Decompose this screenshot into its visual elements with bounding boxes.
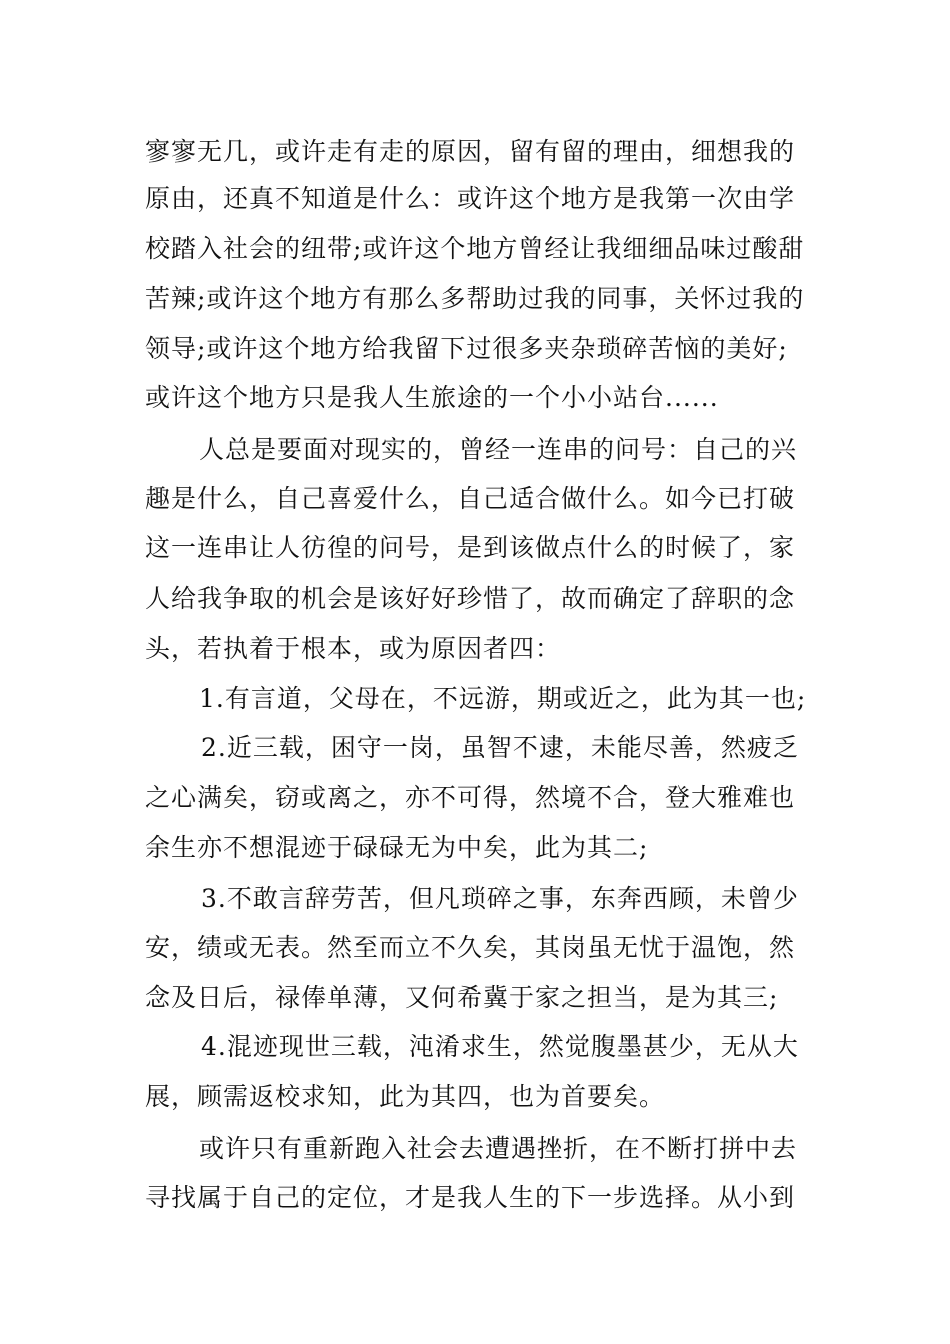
text-line: 余生亦不想混迹于碌碌无为中矣，此为其二; [145, 833, 649, 862]
text-line: 之心满矣，窃或离之，亦不可得，然境不合，登大雅难也 [145, 783, 796, 812]
text-line: 念及日后，禄俸单薄，又何希冀于家之担当，是为其三; [145, 983, 779, 1012]
list-item-1: 1.有言道，父母在，不远游，期或近之，此为其一也; [199, 684, 807, 713]
text-line: 趣是什么，自己喜爱什么，自己适合做什么。如今已打破 [145, 484, 796, 513]
list-item-3: 3.不敢言辞劳苦，但凡琐碎之事，东奔西顾，未曾少 [201, 884, 799, 913]
paragraph-first-line: 人总是要面对现实的，曾经一连串的问号：自己的兴 [199, 435, 798, 464]
text-line: 寥寥无几，或许走有走的原因，留有留的理由，细想我的 [145, 137, 796, 166]
text-line: 这一连串让人彷徨的问号，是到该做点什么的时候了，家 [145, 533, 796, 562]
text-line: 或许这个地方只是我人生旅途的一个小小站台...... [145, 383, 719, 412]
text-line: 校踏入社会的纽带;或许这个地方曾经让我细细品味过酸甜 [145, 234, 805, 263]
text-line: 人给我争取的机会是该好好珍惜了，故而确定了辞职的念 [145, 584, 796, 613]
text-line: 安，绩或无表。然至而立不久矣，其岗虽无忧于温饱，然 [145, 933, 796, 962]
list-item-4: 4.混迹现世三载，沌淆求生，然觉腹墨甚少，无从大 [201, 1032, 799, 1061]
text-line: 头，若执着于根本，或为原因者四： [145, 634, 562, 663]
text-line: 苦辣;或许这个地方有那么多帮助过我的同事，关怀过我的 [145, 284, 805, 313]
text-line: 展，顾需返校求知，此为其四，也为首要矣。 [145, 1082, 666, 1111]
list-item-2: 2.近三载，困守一岗，虽智不逮，未能尽善，然疲乏 [201, 733, 799, 762]
paragraph-first-line: 或许只有重新跑入社会去遭遇挫折，在不断打拼中去 [199, 1134, 798, 1163]
text-line: 领导;或许这个地方给我留下过很多夹杂琐碎苦恼的美好; [145, 334, 788, 363]
text-line: 原由，还真不知道是什么：或许这个地方是我第一次由学 [145, 184, 796, 213]
text-line: 寻找属于自己的定位，才是我人生的下一步选择。从小到 [145, 1183, 796, 1212]
